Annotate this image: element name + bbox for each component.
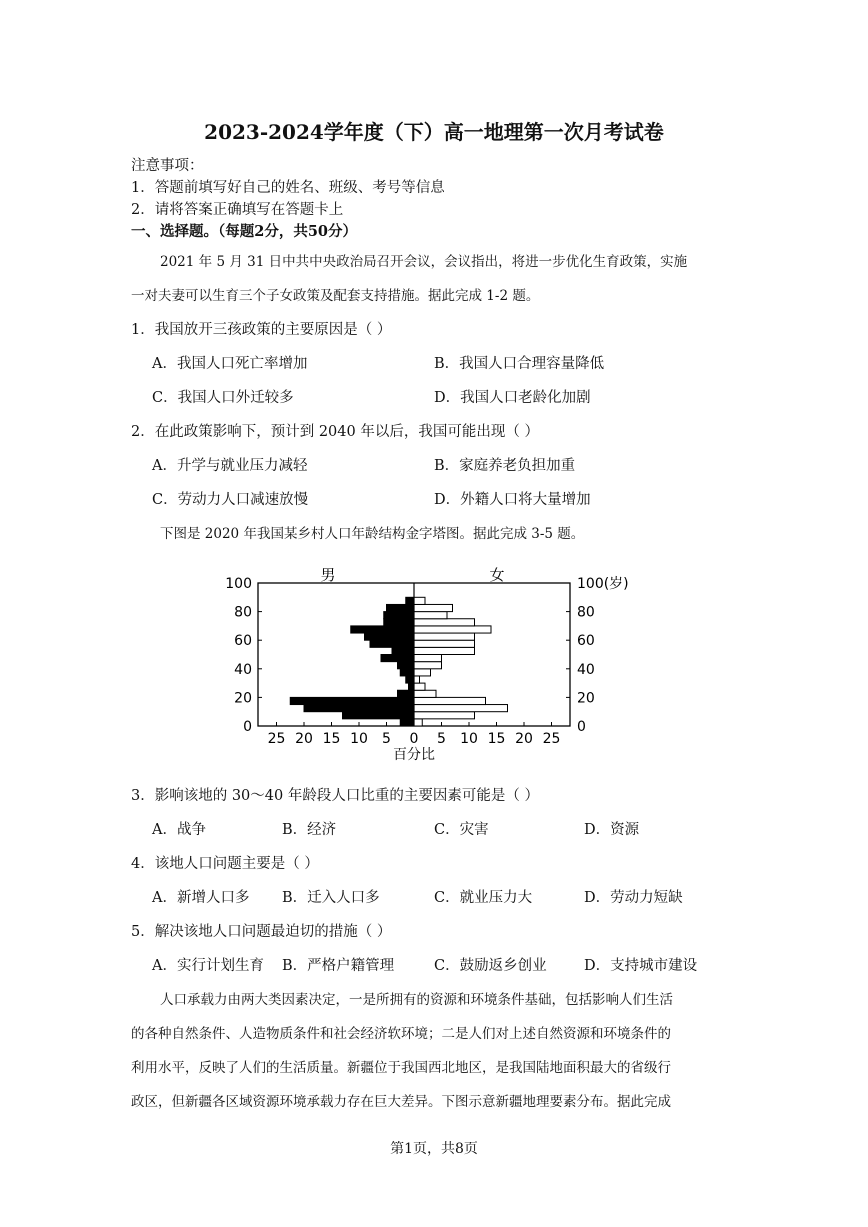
question-stem: 5．解决该地人口问题最迫切的措施（ ） [131, 924, 392, 940]
female-bar [414, 619, 475, 626]
notice-item: 2．请将答案正确填写在答题卡上 [131, 202, 344, 218]
male-bar [343, 712, 415, 719]
male-bar [384, 612, 414, 619]
female-bar [414, 647, 475, 654]
question-stem: 3．影响该地的 30～40 年龄段人口比重的主要因素可能是（ ） [131, 788, 539, 804]
x-tick-label: 25 [267, 731, 286, 747]
y-axis-unit-label: 100(岁) [577, 576, 629, 592]
female-bar [414, 719, 422, 726]
question-stem: 4．该地人口问题主要是（ ） [131, 856, 319, 872]
male-bar [398, 662, 415, 669]
intro-paragraph-line: 一对夫妻可以生育三个子女政策及配套支持措施。据此完成 1-2 题。 [131, 288, 540, 304]
y-tick-label-left: 20 [234, 690, 252, 707]
y-tick-label-left: 0 [243, 719, 252, 735]
option-a[interactable]: A．升学与就业压力减轻 [152, 458, 308, 474]
section-heading: 一、选择题。（每题2分，共50分） [131, 223, 358, 240]
option-c[interactable]: C．我国人口外迁较多 [152, 390, 294, 406]
y-tick-label-right: 0 [577, 719, 586, 735]
female-bar [414, 612, 447, 619]
option-c[interactable]: C．鼓励返乡创业 [434, 958, 547, 974]
female-bar [414, 640, 475, 647]
option-b[interactable]: B．家庭养老负担加重 [434, 458, 576, 474]
male-bar [304, 705, 414, 712]
x-tick-label: 5 [382, 731, 391, 747]
female-bar [414, 633, 475, 640]
female-bar [414, 697, 486, 704]
option-a[interactable]: A．新增人口多 [152, 890, 250, 906]
female-label: 女 [489, 566, 505, 584]
male-bar [381, 655, 414, 662]
option-b[interactable]: B．经济 [282, 822, 337, 838]
female-bar [414, 676, 420, 683]
male-bar [409, 683, 415, 690]
x-tick-label: 20 [515, 731, 533, 747]
chart-intro: 下图是 2020 年我国某乡村人口年龄结构金字塔图。据此完成 3-5 题。 [160, 526, 585, 542]
notice-item: 1．答题前填写好自己的姓名、班级、考号等信息 [131, 180, 445, 196]
option-a[interactable]: A．我国人口死亡率增加 [152, 356, 308, 372]
intro-paragraph-line: 2021 年 5 月 31 日中共中央政治局召开会议，会议指出，将进一步优化生育政策，实施 [160, 254, 688, 270]
option-c[interactable]: C．就业压力大 [434, 890, 533, 906]
female-bar [414, 662, 442, 669]
y-tick-label-left: 60 [234, 633, 252, 650]
x-tick-label: 10 [350, 731, 368, 747]
x-tick-label: 0 [409, 731, 419, 747]
y-tick-label-right: 80 [577, 604, 595, 621]
female-bar [414, 604, 453, 611]
passage-line: 政区，但新疆各区域资源环境承载力存在巨大差异。下图示意新疆地理要素分布。据此完成 [131, 1094, 671, 1110]
y-tick-label-left: 100 [225, 576, 252, 592]
option-a[interactable]: A．实行计划生育 [152, 958, 264, 974]
question-stem: 2．在此政策影响下，预计到 2040 年以后，我国可能出现（ ） [131, 424, 539, 440]
passage-line: 的各种自然条件、人造物质条件和社会经济软环境；二是人们对上述自然资源和环境条件的 [131, 1026, 671, 1042]
male-label: 男 [320, 566, 336, 584]
male-bar [387, 604, 415, 611]
option-c[interactable]: C．灾害 [434, 822, 489, 838]
x-axis-label: 百分比 [393, 747, 435, 763]
female-bar [414, 669, 431, 676]
y-tick-label-right: 20 [577, 690, 595, 707]
x-tick-label: 15 [322, 731, 341, 747]
male-bar [400, 719, 414, 726]
notice-heading: 注意事项： [131, 158, 204, 174]
option-b[interactable]: B．严格户籍管理 [282, 958, 395, 974]
passage-line: 利用水平，反映了人们的生活质量。新疆位于我国西北地区，是我国陆地面积最大的省级行 [131, 1060, 671, 1076]
male-bar [406, 597, 414, 604]
passage-line: 人口承载力由两大类因素决定，一是所拥有的资源和环境条件基础，包括影响人们生活 [160, 992, 673, 1008]
option-b[interactable]: B．迁入人口多 [282, 890, 380, 906]
option-d[interactable]: D．外籍人口将大量增加 [434, 492, 591, 508]
option-d[interactable]: D．支持城市建设 [584, 958, 698, 974]
option-d[interactable]: D．劳动力短缺 [584, 890, 683, 906]
y-tick-label-left: 40 [234, 661, 252, 678]
male-bar [384, 619, 414, 626]
y-tick-label-right: 60 [577, 633, 595, 650]
y-tick-label-right: 40 [577, 661, 595, 678]
female-bar [414, 597, 425, 604]
female-bar [414, 683, 425, 690]
x-tick-label: 5 [437, 731, 446, 747]
y-tick-label-left: 80 [234, 604, 252, 621]
page-title: 2023-2024学年度（下）高一地理第一次月考试卷 [204, 120, 664, 144]
male-bar [406, 676, 414, 683]
option-b[interactable]: B．我国人口合理容量降低 [434, 356, 605, 372]
option-d[interactable]: D．资源 [584, 822, 640, 838]
x-tick-label: 20 [295, 731, 313, 747]
female-bar [414, 690, 436, 697]
female-bar [414, 712, 475, 719]
x-tick-label: 10 [460, 731, 478, 747]
x-tick-label: 25 [542, 731, 561, 747]
x-tick-label: 15 [487, 731, 506, 747]
male-bar [351, 626, 414, 633]
option-a[interactable]: A．战争 [152, 822, 206, 838]
male-bar [365, 633, 415, 640]
male-bar [370, 640, 414, 647]
question-stem: 1．我国放开三孩政策的主要原因是（ ） [131, 322, 392, 338]
female-bar [414, 655, 442, 662]
male-bar [398, 690, 415, 697]
male-bar [290, 697, 414, 704]
female-bar [414, 626, 491, 633]
male-bar [400, 669, 414, 676]
option-d[interactable]: D．我国人口老龄化加剧 [434, 390, 591, 406]
female-bar [414, 705, 508, 712]
page-footer: 第1页，共8页 [390, 1141, 478, 1157]
male-bar [392, 647, 414, 654]
option-c[interactable]: C．劳动力人口减速放慢 [152, 492, 309, 508]
